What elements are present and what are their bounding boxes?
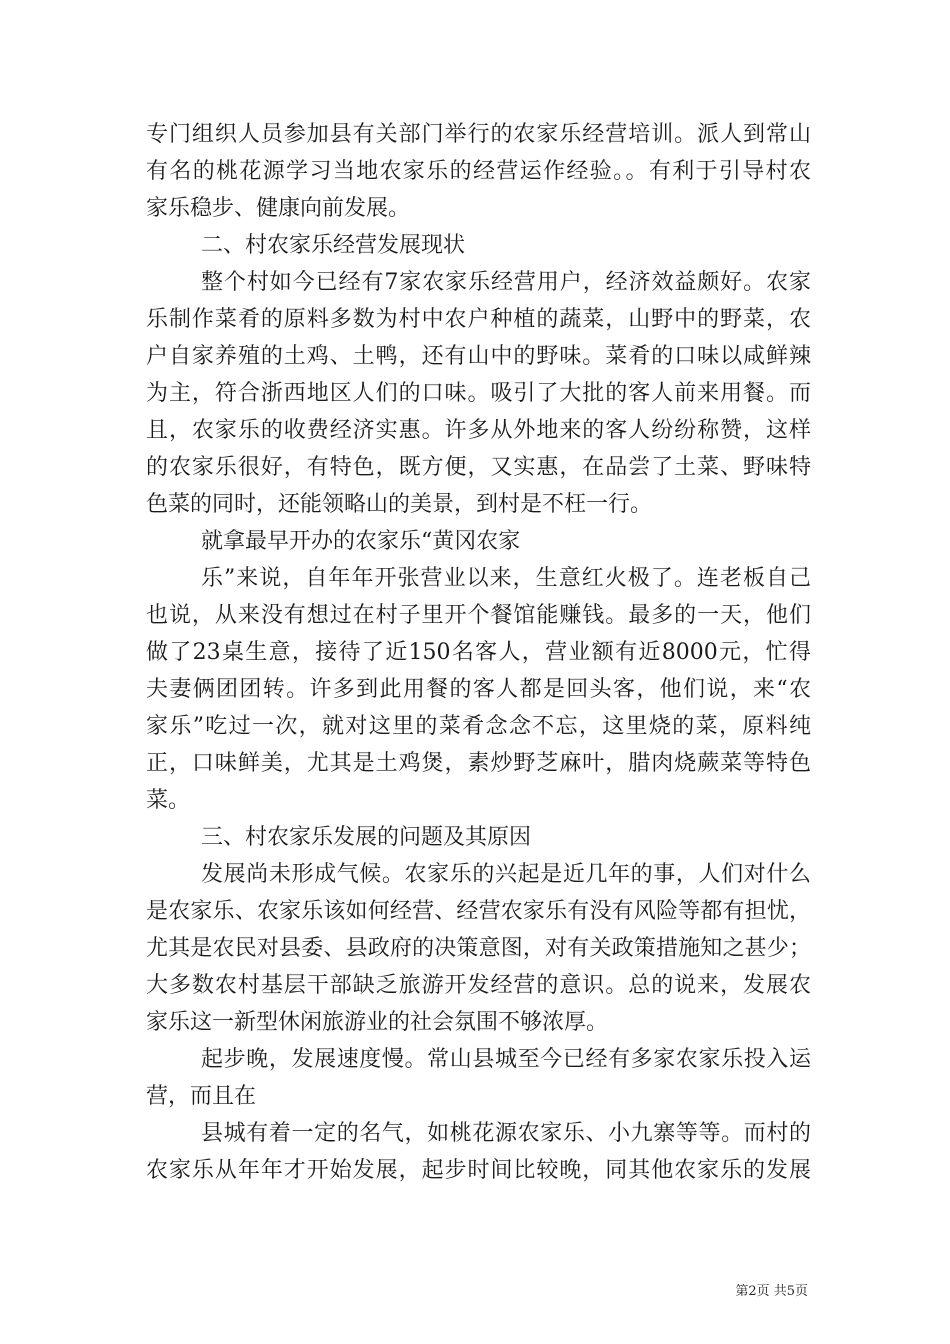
text-line: 户自家养殖的土鸡、土鸭，还有山中的野味。菜肴的口味以咸鲜辣 — [146, 344, 811, 369]
text-line: 就拿最早开办的农家乐“黄冈农家 — [201, 529, 521, 554]
text-line: 大多数农村基层干部缺乏旅游开发经营的意识。总的说来，发展农 — [146, 973, 811, 998]
text-line: 家乐这一新型休闲旅游业的社会氛围不够浓厚。 — [146, 1010, 609, 1035]
text-line: 农家乐从年年才开始发展，起步时间比较晚，同其他农家乐的发展 — [146, 1158, 811, 1183]
text-line: 是农家乐、农家乐该如何经营、经营农家乐有没有风险等都有担忧， — [146, 899, 811, 924]
page-number: 第2页 共5页 — [735, 1284, 808, 1299]
text-line: 乐制作菜肴的原料多数为村中农户种植的蔬菜，山野中的野菜，农 — [146, 307, 811, 332]
text-line: 整个村如今已经有7家农家乐经营用户，经济效益颇好。农家 — [201, 270, 811, 295]
text-line: 专门组织人员参加县有关部门举行的农家乐经营培训。派人到常山 — [146, 122, 811, 147]
text-line: 起步晚，发展速度慢。常山县城至今已经有多家农家乐投入运 — [201, 1047, 811, 1072]
text-line: 尤其是农民对县委、县政府的决策意图，对有关政策措施知之甚少； — [146, 936, 811, 961]
section-heading: 二、村农家乐经营发展现状 — [201, 233, 466, 258]
text-line: 菜。 — [146, 788, 191, 813]
text-line: 发展尚未形成气候。农家乐的兴起是近几年的事，人们对什么 — [201, 862, 811, 887]
text-line: 家乐”吃过一次，就对这里的菜肴念念不忘，这里烧的菜，原料纯 — [146, 714, 811, 739]
text-line: 为主，符合浙西地区人们的口味。吸引了大批的客人前来用餐。而 — [146, 381, 811, 406]
text-line: 做了23桌生意，接待了近150名客人，营业额有近8000元，忙得 — [146, 640, 811, 665]
text-line: 家乐稳步、健康向前发展。 — [146, 196, 411, 221]
text-line: 有名的桃花源学习当地农家乐的经营运作经验。。有利于引导村农 — [146, 159, 811, 184]
text-line: 县城有着一定的名气，如桃花源农家乐、小九寨等等。而村的 — [201, 1121, 811, 1146]
text-line: 正，口味鲜美，尤其是土鸡煲，素炒野芝麻叶，腊肉烧蕨菜等特色 — [146, 751, 811, 776]
text-line: 的农家乐很好，有特色，既方便，又实惠，在品尝了土菜、野味特 — [146, 455, 811, 480]
text-line: 营，而且在 — [146, 1084, 257, 1109]
text-line: 色菜的同时，还能领略山的美景，到村是不枉一行。 — [146, 492, 653, 517]
text-line: 乐”来说，自年年开张营业以来，生意红火极了。连老板自己 — [201, 566, 811, 591]
text-line: 也说，从来没有想过在村子里开个餐馆能赚钱。最多的一天，他们 — [146, 603, 811, 628]
text-line: 夫妻俩团团转。许多到此用餐的客人都是回头客，他们说，来“农 — [146, 677, 811, 702]
text-line: 且，农家乐的收费经济实惠。许多从外地来的客人纷纷称赞，这样 — [146, 418, 811, 443]
section-heading: 三、村农家乐发展的问题及其原因 — [201, 825, 532, 850]
